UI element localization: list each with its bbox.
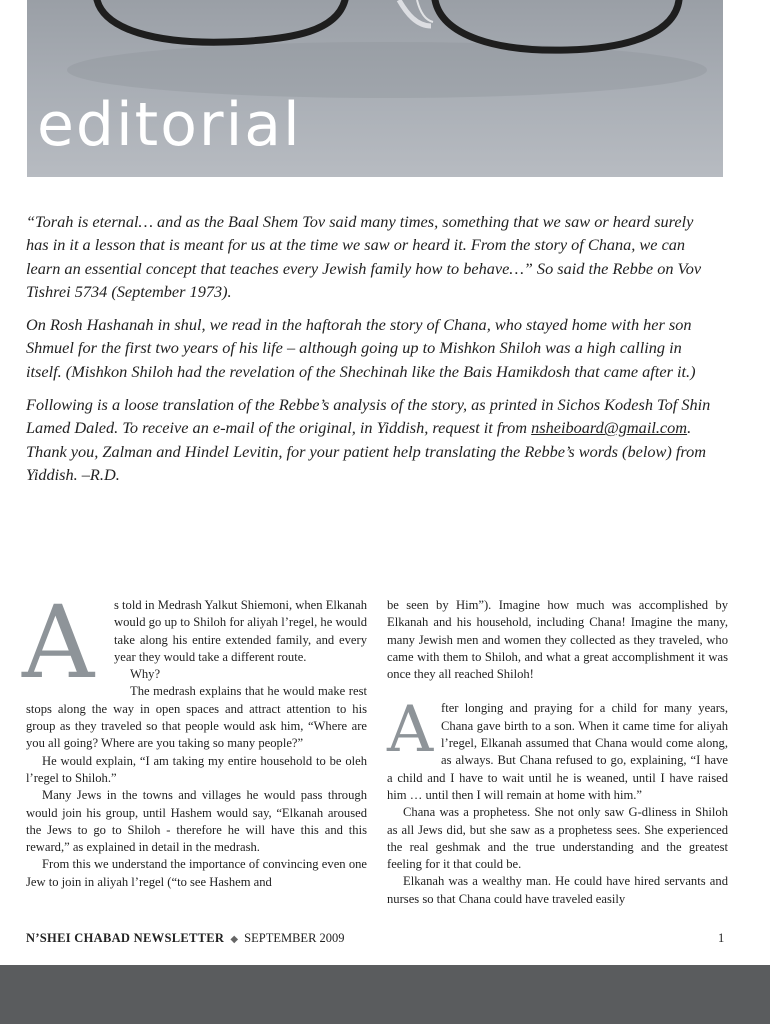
scan-edge (0, 965, 770, 1024)
email-link[interactable]: nsheiboard@gmail.com (531, 418, 688, 438)
article-paragraph: be seen by Him”). Imagine how much was accomplished by Elkanah and his household, including Chana! Imagine the many, many Jewish men and women they collected as they traveled, who came with them to Shiloh, and what a great accomplishment it was once they all reached Shiloh! (387, 598, 728, 682)
article-paragraph: Elkanah was a wealthy man. He could have hired servants and nurses so that Chana could have traveled easily (387, 874, 728, 906)
header-photo (27, 0, 723, 177)
article-paragraph: Chana was a prophetess. She not only saw G-dliness in Shiloh as all Jews did, but she saw as a prophetess sees. She experienced the real geshmak and the true understanding and the greatest feeling for it that could be. (387, 805, 728, 872)
article-paragraph: From this we understand the importance of convincing even one Jew to join in aliyah l’regel (“to see Hashem and (26, 857, 367, 889)
article-paragraph: Why? (130, 667, 161, 682)
intro-text-segment: . Thank you, Zalman and Hindel Levitin, for your patient help translating the Rebbe’s words (below) from Yiddish. –R.D. (26, 418, 707, 484)
footer (26, 931, 345, 946)
diamond-icon: ◆ (230, 934, 239, 945)
issue-date: SEPTEMBER 2009 (244, 931, 345, 945)
article-text: fter longing and praying for a child for many years, Chana gave birth to a son. When it came time for aliyah l’regel, Elkanah assumed that Chana would come along, as always. But Chana refused to go, explaining, “I have a child and I have to wait until he is weaned, until I have raised him … until then I will remain at home with him.” (387, 701, 728, 802)
article-text: s told in Medrash Yalkut Shiemoni, when Elkanah would go up to Shiloh for aliyah l’regel, he would take along his entire extended family, and every year they would take a different route. (114, 598, 367, 664)
page-title: editorial (37, 90, 302, 160)
article-column-right (387, 597, 728, 908)
intro-paragraph (26, 393, 716, 486)
intro-paragraph: On Rosh Hashanah in shul, we read in the haftorah the story of Chana, who stayed home with her son Shmuel for the first two years of his life – although going up to Mishkon Shiloh was a high calling in itself. (Mishkon Shiloh had the revelation of the Shechinah like the Bais Hamikdosh that came after it.) (26, 315, 696, 381)
article-paragraph: Many Jews in the towns and villages he would pass through would join his group, until Hashem would say, “Elkanah aroused the Jews to go to Shiloh - therefore he will have this and this reward,” as explained in detail in the medrash. (26, 788, 367, 855)
page-number: 1 (718, 931, 725, 945)
drop-cap: A (387, 693, 434, 768)
intro-text-segment: Following is a loose translation of the Rebbe’s analysis of the story, as printed in Sichos Kodesh Tof Shin Lamed Daled. To receive an e-mail of the original, in Yiddish, request it from (26, 395, 711, 438)
intro-text (26, 210, 716, 496)
article-paragraph: The medrash explains that he would make rest stops along the way in open spaces and attract attention to his group as they traveled so that people would ask him, “Where are you all going? Where are you taking so many people?” (26, 684, 367, 751)
drop-cap: A (22, 584, 95, 701)
article-paragraph: He would explain, “I am taking my entire household to be oleh l’regel to Shiloh.” (26, 753, 367, 785)
publication-name: N’SHEI CHABAD NEWSLETTER (26, 931, 225, 945)
article-column-left (22, 584, 367, 891)
article-paragraph (387, 693, 728, 804)
intro-paragraph: “Torah is eternal… and as the Baal Shem Tov said many times, something that we saw or heard surely has in it a lesson that is meant for us at the time we saw or heard it. From the story of Chana, we can learn an essential concept that teaches every Jewish family how to behave…” So said the Rebbe on Vov Tishrei 5734 (September 1973). (26, 212, 702, 301)
